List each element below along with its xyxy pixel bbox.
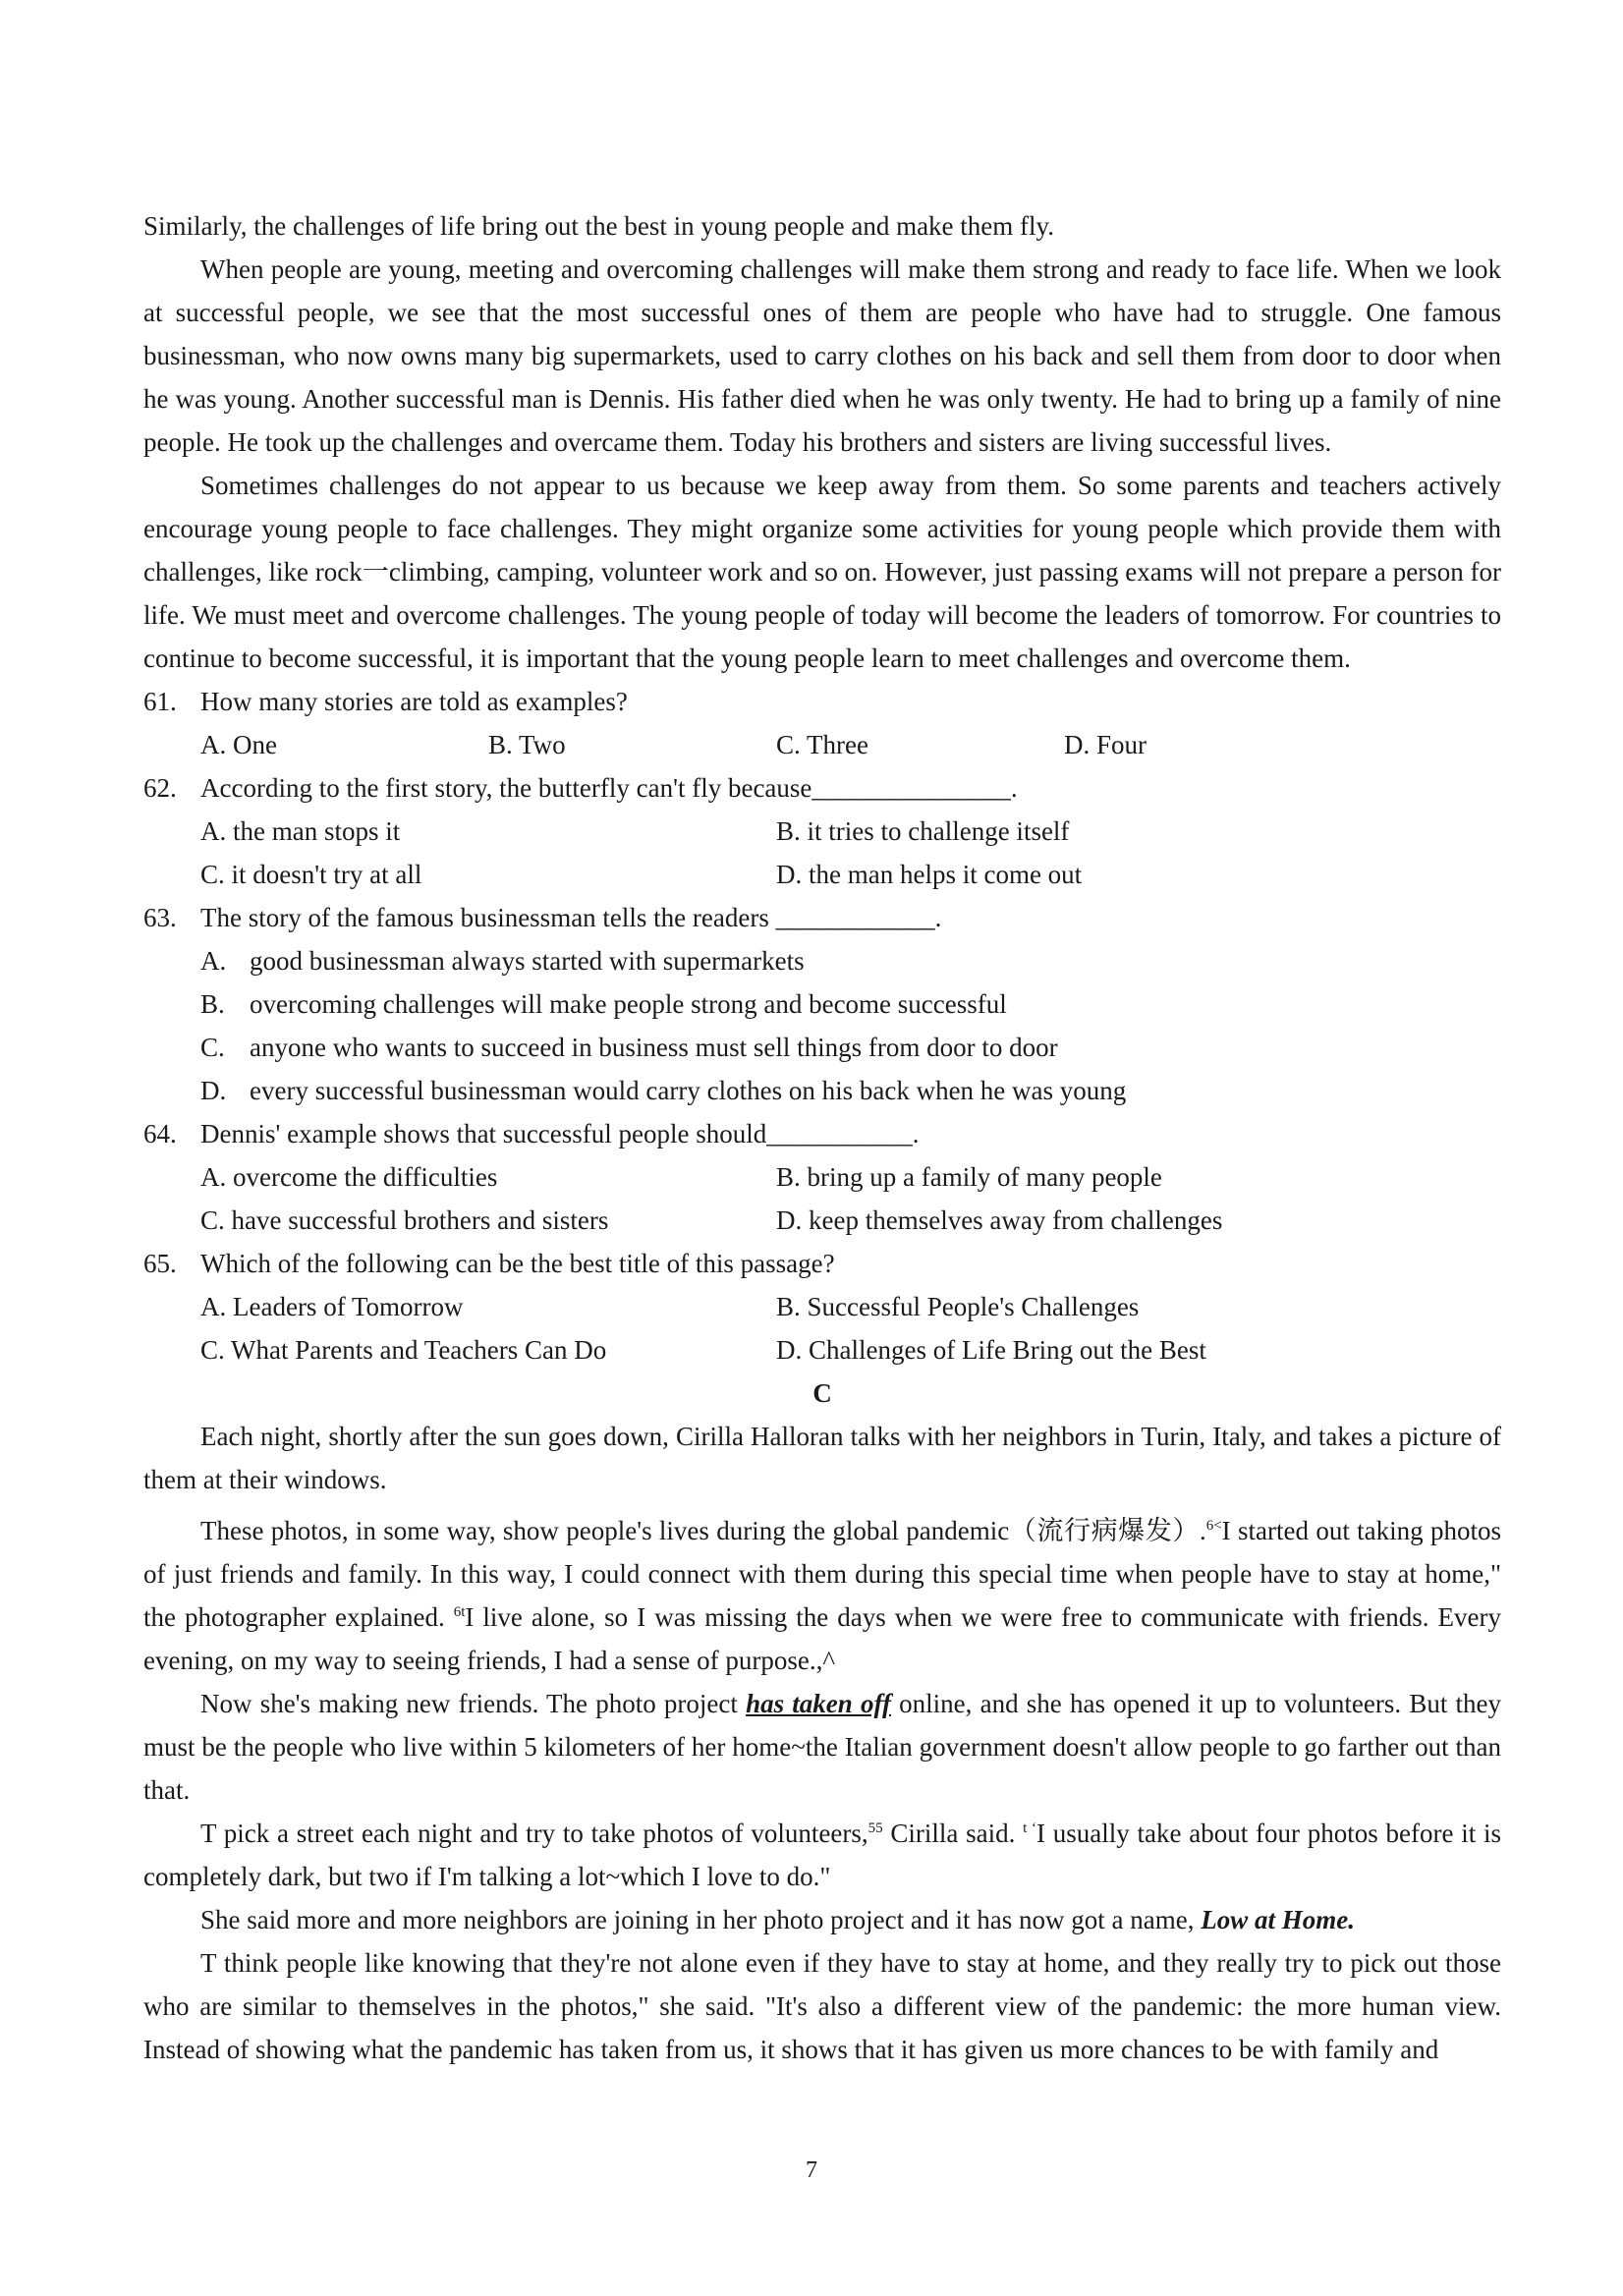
option: A. overcome the difficulties bbox=[200, 1162, 498, 1192]
option: D. every successful businessman would carry clothes on his back when he was young bbox=[200, 1076, 1127, 1105]
option: C. have successful brothers and sisters bbox=[200, 1205, 609, 1235]
paragraph: Sometimes challenges do not appear to us because we keep away from them. So some parents and teachers actively encourage young people to face challenges. They might organize some activities for young people which provide them with challenges, like rock一climbing, camping, volunteer work and so on. However, just passing exams will not prepare a person for life. We must meet and overcome challenges. The young people of today will become the leaders of tomorrow. For countries to continue to become successful, it is important that the young people learn to meet challenges and overcome them. bbox=[143, 471, 1501, 673]
options-65 bbox=[143, 1285, 1501, 1328]
options-61 bbox=[143, 723, 1501, 766]
option: B. bring up a family of many people bbox=[776, 1162, 1162, 1192]
paragraph: Similarly, the challenges of life bring out the best in young people and make them fly. bbox=[143, 211, 1055, 241]
options-64 bbox=[143, 1199, 1501, 1242]
paragraph: These photos, in some way, show people's lives during the global pandemic（流行病爆发）.$^{6<}$I started out taking photos of just friends and family. In this way, I could connect with them during this special time when people have to stay at home," the photographer explained. $^{6t}$I live alone, so I was missing the days when we were free to communicate with friends. Every evening, on my way to seeing friends, I had a sense of purpose.,^ bbox=[143, 1516, 1501, 1675]
option: B. Successful People's Challenges bbox=[776, 1292, 1140, 1321]
options-64 bbox=[143, 1155, 1501, 1199]
question-61: 61. How many stories are told as examples? bbox=[143, 687, 628, 716]
option: C. What Parents and Teachers Can Do bbox=[200, 1335, 607, 1365]
option: C. anyone who wants to succeed in business must sell things from door to door bbox=[200, 1033, 1058, 1062]
question-62: 62. According to the first story, the butterfly can't fly because_______________. bbox=[143, 773, 1018, 803]
option: B. Two bbox=[488, 730, 566, 759]
question-63: 63. The story of the famous businessman tells the readers ____________. bbox=[143, 903, 942, 932]
options-65 bbox=[143, 1328, 1501, 1372]
options-62 bbox=[143, 853, 1501, 896]
option: D. keep themselves away from challenges bbox=[776, 1205, 1223, 1235]
question-64: 64. Dennis' example shows that successful people should___________. bbox=[143, 1119, 920, 1148]
paragraph: When people are young, meeting and overcoming challenges will make them strong and ready to face life. When we look at successful people, we see that the most successful ones of them are people who have had to struggle. One famous businessman, who now owns many big supermarkets, used to carry clothes on his back and sell them from door to door when he was young. Another successful man is Dennis. His father died when he was only twenty. He had to bring up a family of nine people. He took up the challenges and overcame them. Today his brothers and sisters are living successful lives. bbox=[143, 254, 1501, 457]
option: A. Leaders of Tomorrow bbox=[200, 1292, 464, 1321]
paragraph: Now she's making new friends. The photo project has taken off online, and she has opened it up to volunteers. But they must be the people who live within 5 kilometers of her home~the Italian government doesn't allow people to go farther out than that. bbox=[143, 1689, 1502, 1805]
paragraph: T think people like knowing that they're not alone even if they have to stay at home, and they really try to pick out those who are similar to themselves in the photos," she said. "It's also a different view of the pandemic: the more human view. Instead of showing what the pandemic has taken from us, it shows that it has given us more chances to be with family and bbox=[143, 1948, 1501, 2064]
page-number: 7 bbox=[806, 2157, 817, 2183]
project-name: Low at Home. bbox=[1201, 1905, 1355, 1934]
paragraph: T pick a street each night and try to take photos of volunteers,$^{55}$ Cirilla said. $^{t ‘}$I usually take about four photos before it is completely dark, but two if I'm talking a lot~which I love to do." bbox=[143, 1819, 1501, 1891]
option: D. the man helps it come out bbox=[776, 860, 1083, 889]
paragraph: Each night, shortly after the sun goes down, Cirilla Halloran talks with her neighbors in Turin, Italy, and takes a picture of them at their windows. bbox=[143, 1422, 1501, 1494]
paragraph: She said more and more neighbors are joining in her photo project and it has now got a name, Low at Home. bbox=[200, 1905, 1355, 1934]
option: C. it doesn't try at all bbox=[200, 860, 422, 889]
options-62 bbox=[143, 810, 1501, 853]
document-body bbox=[143, 204, 1501, 2071]
option: B. it tries to challenge itself bbox=[776, 816, 1070, 846]
section-heading: C bbox=[812, 1378, 832, 1408]
option: D. Challenges of Life Bring out the Best bbox=[776, 1335, 1206, 1365]
question-65: 65. Which of the following can be the best title of this passage? bbox=[143, 1249, 835, 1278]
option: C. Three bbox=[776, 730, 868, 759]
option: A. good businessman always started with supermarkets bbox=[200, 946, 805, 976]
keyword: has taken off bbox=[746, 1689, 891, 1718]
option: B. overcoming challenges will make people strong and become successful bbox=[200, 989, 1007, 1019]
option: A. One bbox=[200, 730, 277, 759]
option: A. the man stops it bbox=[200, 816, 401, 846]
option: D. Four bbox=[1064, 730, 1147, 759]
